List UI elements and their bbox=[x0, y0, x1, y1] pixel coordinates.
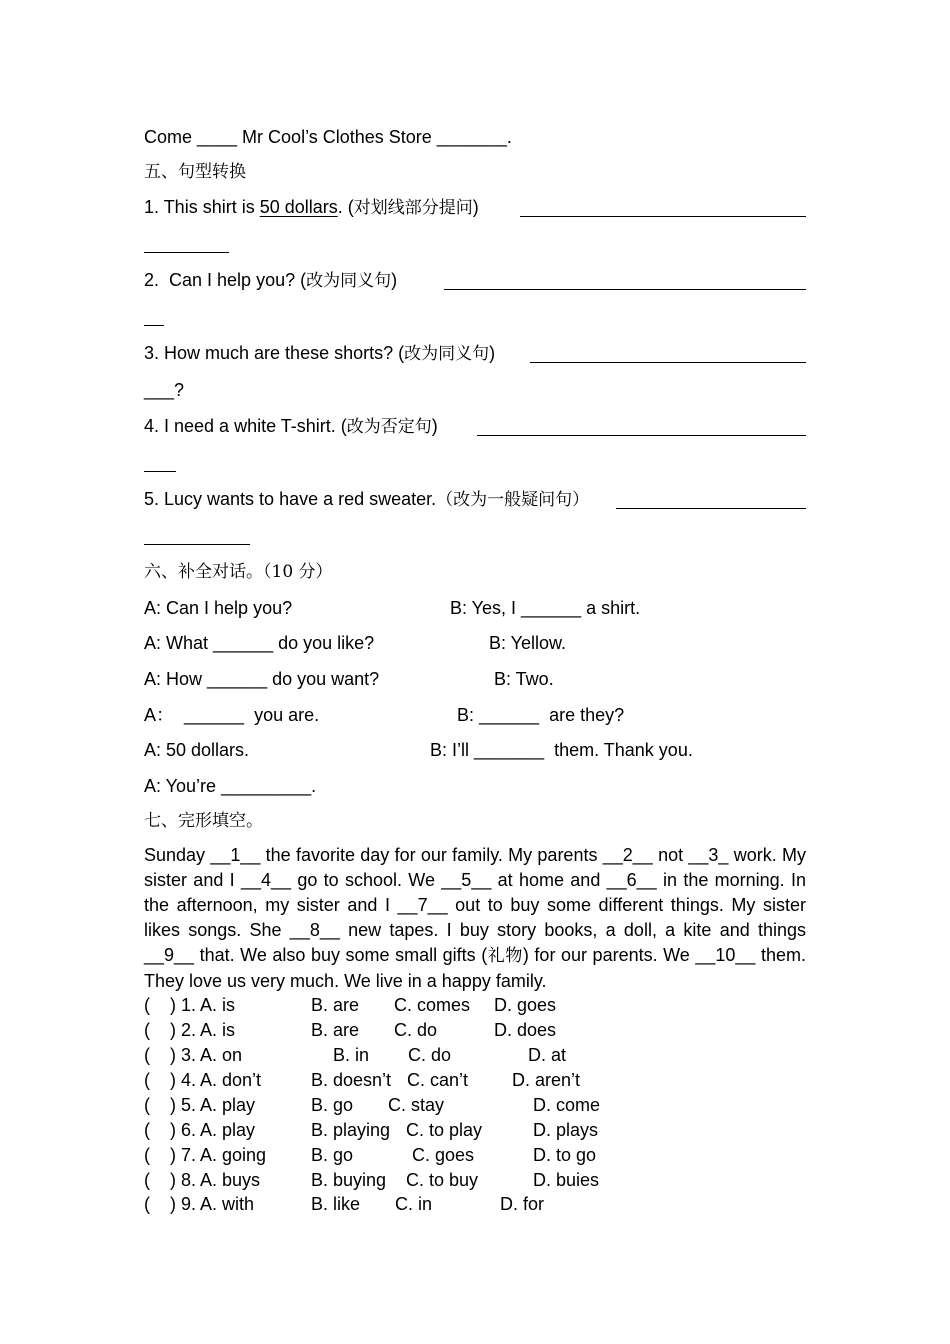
option-9-b: B. like bbox=[311, 1194, 361, 1214]
section-6-heading: 六、补全对话。（10 分） bbox=[144, 562, 333, 582]
s5-q2-en: 2. Can I help you? ( bbox=[144, 270, 307, 290]
dialogue-a-1: A: Can I help you? bbox=[144, 598, 293, 618]
cloze-passage-part1: Sunday __1__ the favorite day for our family. My parents __2__ not __3_ work. My sister and I __4__ go to school. We __5__ at home and __6__ in the morning. In the afternoon, my sister and I __7__ out to buy some different things. My sister likes songs. She __8__ new tapes. I buy story books, a doll, a kite and things __9__ that. We also buy some small gifts ( bbox=[144, 845, 806, 965]
s5-q1-cn: 对划线部分提问 bbox=[353, 198, 473, 218]
option-4-d: D. aren’t bbox=[512, 1070, 581, 1090]
option-1-b: B. are bbox=[311, 995, 360, 1015]
s5-q3-cn: 改为同义句 bbox=[404, 344, 490, 364]
dialogue-a-6: A: You’re _________. bbox=[144, 776, 317, 796]
option-8-b: B. buying bbox=[311, 1170, 387, 1190]
option-9-a: ( ) 9. A. with bbox=[144, 1194, 255, 1214]
s5-q3-en: 3. How much are these shorts? ( bbox=[144, 343, 405, 363]
option-6-c: C. to play bbox=[406, 1120, 483, 1140]
option-1-a: ( ) 1. A. is bbox=[144, 995, 236, 1015]
option-2-d: D. does bbox=[494, 1020, 557, 1040]
s5-q4-cn: 改为否定句 bbox=[346, 417, 432, 437]
section-7-heading: 七、完形填空。 bbox=[144, 811, 263, 831]
option-6-d: D. plays bbox=[533, 1120, 599, 1140]
option-3-a: ( ) 3. A. on bbox=[144, 1045, 243, 1065]
option-1-c: C. comes bbox=[394, 995, 471, 1015]
option-5-a: ( ) 5. A. play bbox=[144, 1095, 256, 1115]
option-8-c: C. to buy bbox=[406, 1170, 479, 1190]
dialogue-b-1: B: Yes, I ______ a shirt. bbox=[450, 598, 641, 618]
s5-q1-rest: . ( bbox=[337, 197, 354, 217]
section-5-heading: 五、句型转换 bbox=[144, 162, 246, 182]
option-8-d: D. buies bbox=[533, 1170, 600, 1190]
s5-q1-answer-line-2[interactable] bbox=[144, 252, 229, 253]
option-7-a: ( ) 7. A. going bbox=[144, 1145, 267, 1165]
option-5-d: D. come bbox=[533, 1095, 601, 1115]
option-2-a: ( ) 2. A. is bbox=[144, 1020, 236, 1040]
cloze-passage bbox=[144, 843, 806, 994]
dialogue-a-2: A: What ______ do you like? bbox=[144, 633, 375, 653]
option-4-b: B. doesn’t bbox=[311, 1070, 392, 1090]
cloze-passage-part2: ) for our parents. We __10__ them. They love us very much. We live in a happy family. bbox=[144, 945, 807, 991]
s5-question-4 bbox=[144, 414, 443, 439]
option-2-b: B. are bbox=[311, 1020, 360, 1040]
option-5-b: B. go bbox=[311, 1095, 354, 1115]
s5-q5-answer-line-1[interactable] bbox=[616, 508, 806, 509]
dialogue-a-4: A： ______ you are. bbox=[144, 705, 320, 725]
s5-q4-answer-line-1[interactable] bbox=[477, 435, 806, 436]
dialogue-b-5: B: I’ll _______ them. Thank you. bbox=[430, 740, 693, 760]
option-2-c: C. do bbox=[394, 1020, 438, 1040]
s5-q1-num: 1. This shirt is bbox=[144, 197, 260, 217]
s5-q2-answer-line-2[interactable] bbox=[144, 325, 164, 326]
s5-q1-answer-line-1[interactable] bbox=[520, 216, 806, 217]
s5-q5-cn: （改为一般疑问句） bbox=[436, 490, 590, 510]
option-6-b: B. playing bbox=[311, 1120, 391, 1140]
s5-question-1 bbox=[144, 195, 484, 220]
s5-q1-underlined: 50 dollars bbox=[259, 197, 338, 217]
option-7-d: D. to go bbox=[533, 1145, 597, 1165]
option-5-c: C. stay bbox=[388, 1095, 445, 1115]
dialogue-b-2: B: Yellow. bbox=[489, 633, 567, 653]
s5-q2-close: ) bbox=[391, 270, 408, 290]
s5-q3-answer-line-1[interactable] bbox=[530, 362, 806, 363]
option-9-d: D. for bbox=[500, 1194, 545, 1214]
option-8-a: ( ) 8. A. buys bbox=[144, 1170, 261, 1190]
dialogue-a-5: A: 50 dollars. bbox=[144, 740, 250, 760]
s5-q4-answer-line-2[interactable] bbox=[144, 471, 176, 472]
option-7-b: B. go bbox=[311, 1145, 354, 1165]
option-6-a: ( ) 6. A. play bbox=[144, 1120, 256, 1140]
s5-question-5 bbox=[144, 487, 589, 512]
dialogue-b-3: B: Two. bbox=[494, 669, 554, 689]
dialogue-b-4: B: ______ are they? bbox=[457, 705, 625, 725]
cloze-passage-cn: 礼物 bbox=[487, 946, 523, 966]
option-7-c: C. goes bbox=[412, 1145, 475, 1165]
option-3-c: C. do bbox=[408, 1045, 452, 1065]
s5-question-3 bbox=[144, 341, 500, 366]
s5-q4-close: ) bbox=[431, 416, 443, 436]
s5-q3-close: ) bbox=[489, 343, 501, 363]
s5-q2-answer-line-1[interactable] bbox=[444, 289, 806, 290]
option-4-a: ( ) 4. A. don’t bbox=[144, 1070, 262, 1090]
s5-q2-cn: 改为同义句 bbox=[306, 271, 392, 291]
option-1-d: D. goes bbox=[494, 995, 557, 1015]
s5-q4-en: 4. I need a white T-shirt. ( bbox=[144, 416, 347, 436]
s5-q5-answer-line-2[interactable] bbox=[144, 544, 250, 545]
option-3-b: B. in bbox=[333, 1045, 370, 1065]
s5-q1-close: ) bbox=[472, 197, 484, 217]
dialogue-a-3: A: How ______ do you want? bbox=[144, 669, 380, 689]
s5-q5-en: 5. Lucy wants to have a red sweater. bbox=[144, 489, 437, 509]
s5-question-2 bbox=[144, 268, 407, 293]
option-3-d: D. at bbox=[528, 1045, 567, 1065]
option-4-c: C. can’t bbox=[407, 1070, 469, 1090]
s5-q3-tail: ___? bbox=[144, 380, 185, 400]
option-9-c: C. in bbox=[395, 1194, 433, 1214]
come-line: Come ____ Mr Cool’s Clothes Store _______. bbox=[144, 127, 512, 147]
